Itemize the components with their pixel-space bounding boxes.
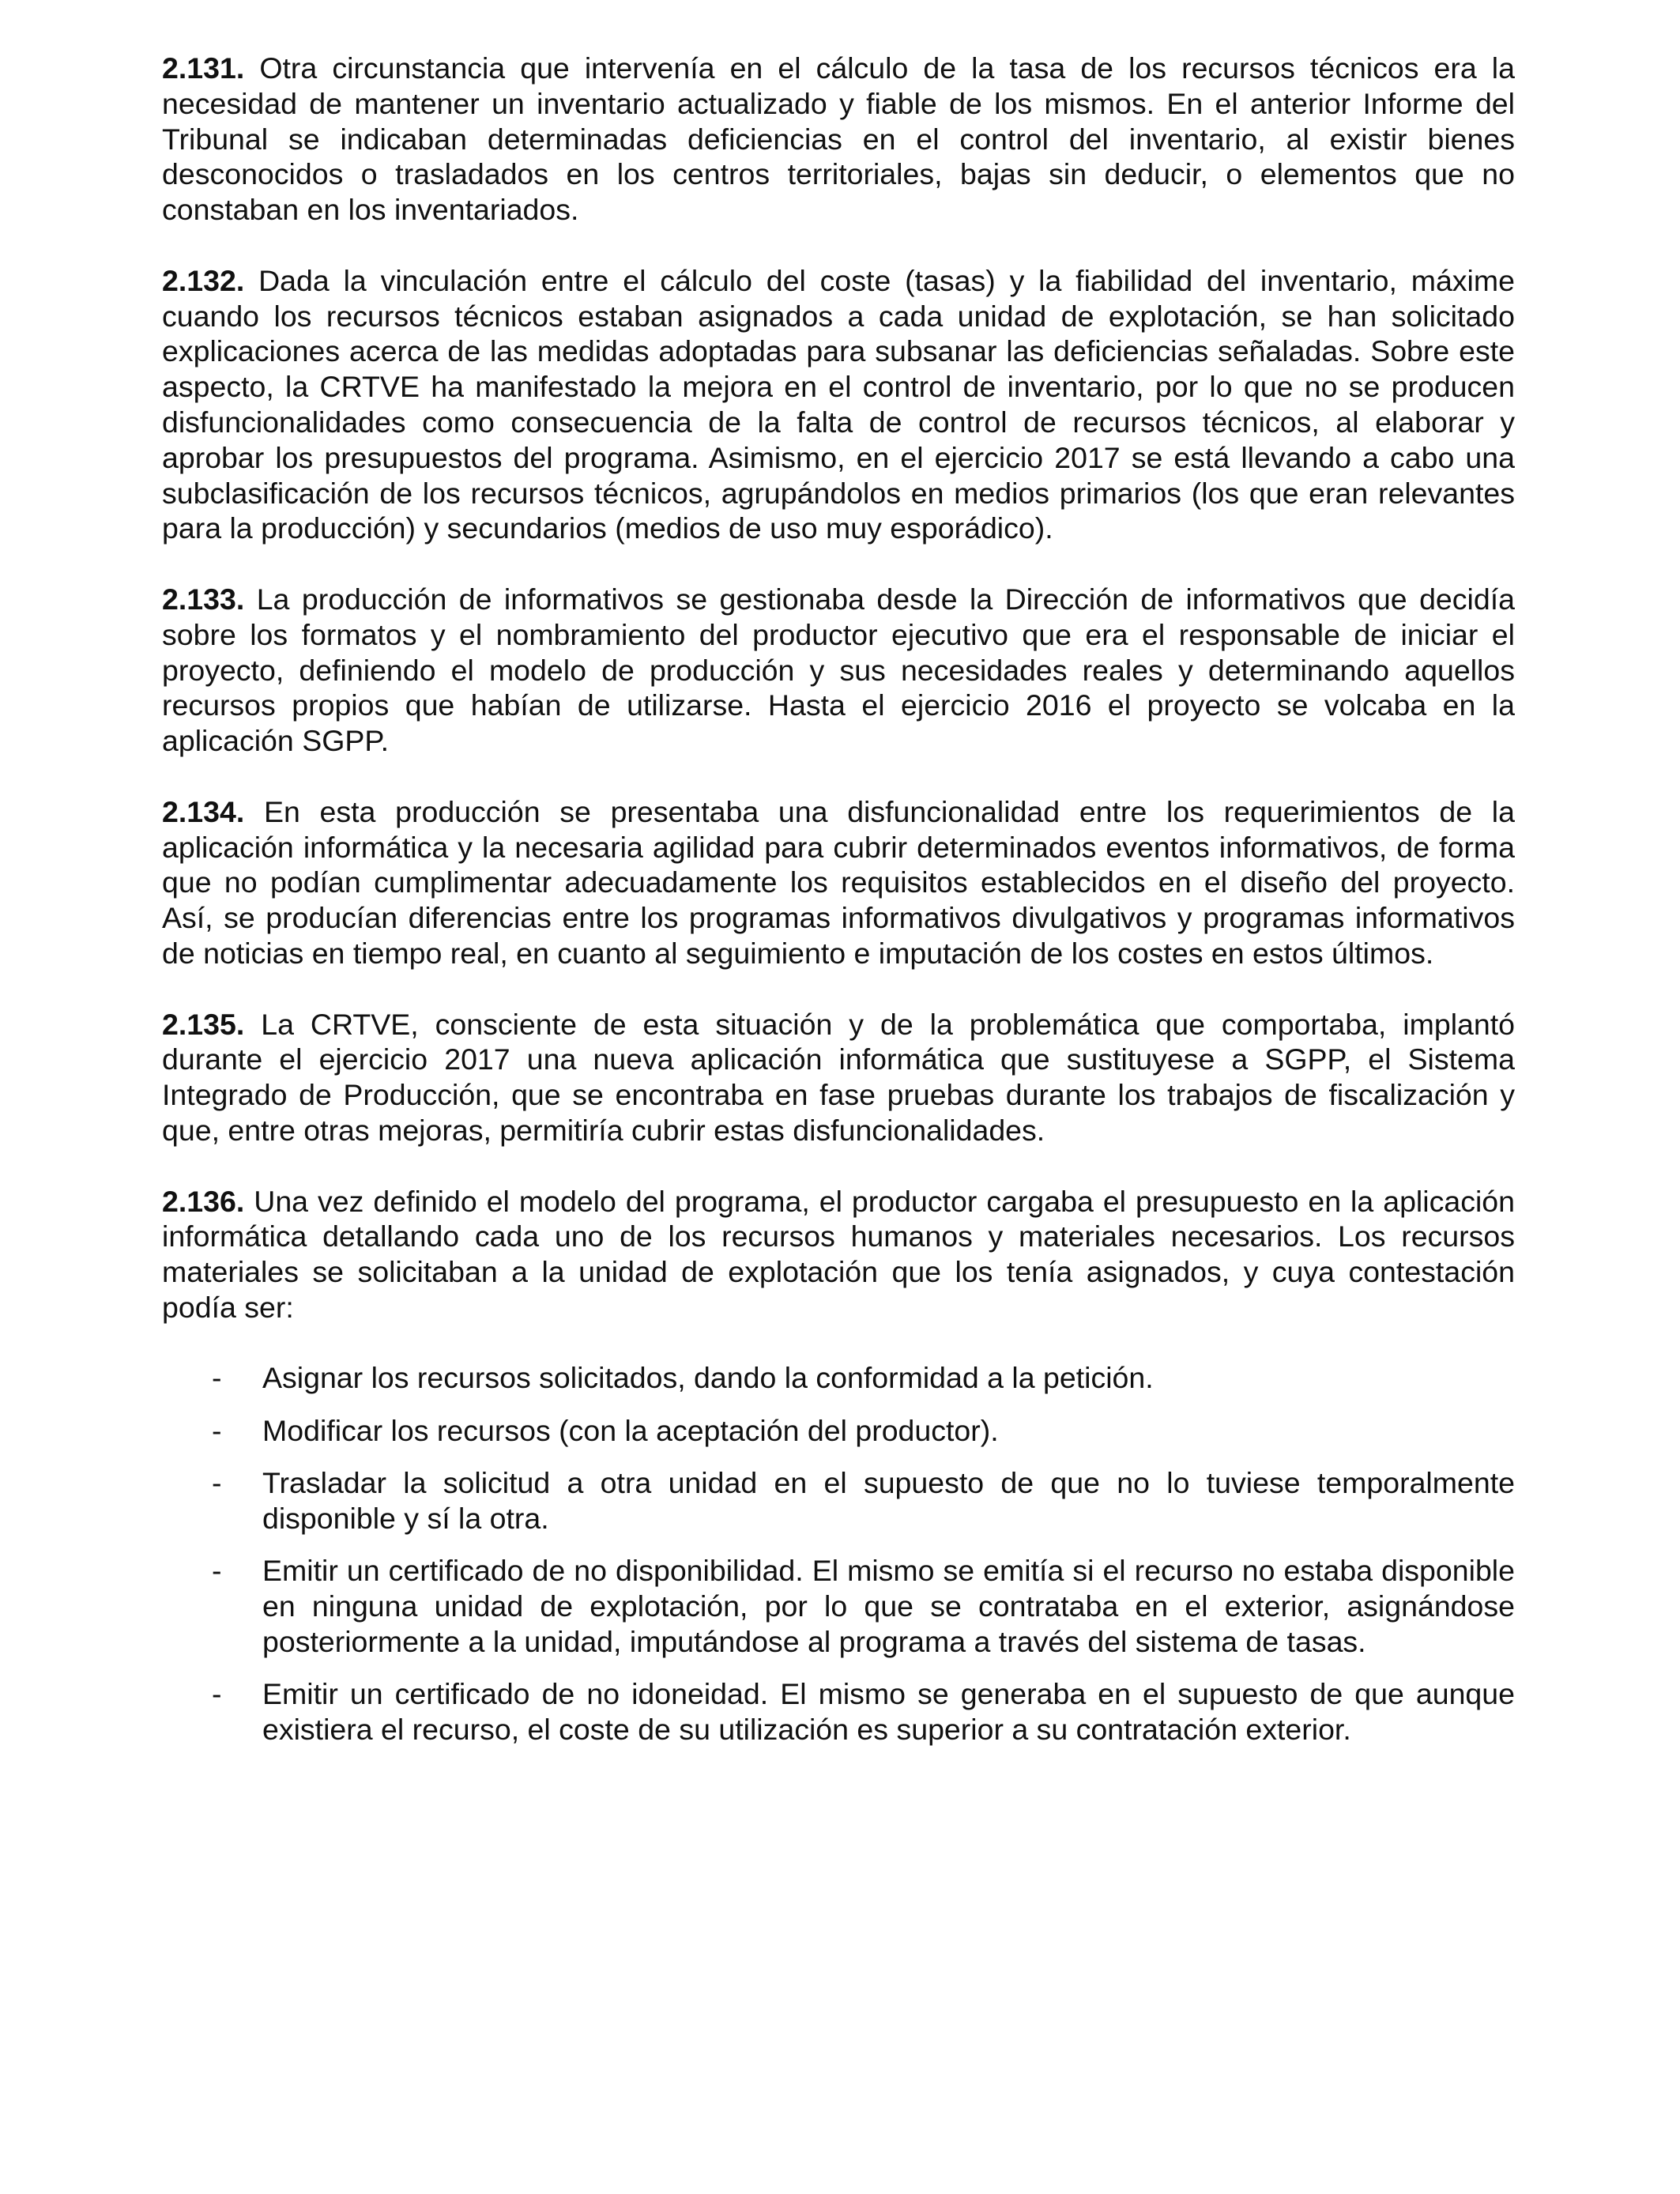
dash-bullet: - [212,1677,222,1711]
paragraph-2-135 [162,1007,1515,1148]
paragraph-text: La CRTVE, consciente de esta situación y de la problemática que comportaba, implantó durante el ejercicio 2017 una nueva aplicación informática que sustituyese a SGPP, el Sistema Integrado de Producción, que se encontraba en fase pruebas durante los trabajos de fiscalización y que, entre otras mejoras, permitiría cubrir estas disfuncionalidades. [162,1007,1516,1147]
response-options-list [162,1360,1515,1747]
paragraph-text: La producción de informativos se gestionaba desde la Dirección de informativos que decidía sobre los formatos y el nombramiento del productor ejecutivo que era el responsable de iniciar el proyecto, definiendo el modelo de producción y sus necesidades reales y determinando aquellos recursos propios que habían de utilizarse. Hasta el ejercicio 2016 el proyecto se volcaba en la aplicación SGPP. [162,582,1516,758]
paragraph-number: 2.132. [162,263,245,297]
dash-bullet: - [212,1466,222,1500]
list-item-text: Asignar los recursos solicitados, dando la conformidad a la petición. [262,1361,1154,1395]
list-item-text: Modificar los recursos (con la aceptación del productor). [262,1413,999,1447]
list-item [162,1413,1515,1449]
paragraph-2-131 [162,51,1515,228]
paragraph-2-132 [162,263,1515,546]
document-page [162,51,1515,1765]
list-item [162,1360,1515,1396]
dash-bullet: - [212,1554,222,1588]
paragraph-2-134 [162,794,1515,971]
list-item [162,1553,1515,1659]
list-item [162,1676,1515,1747]
list-item [162,1465,1515,1536]
paragraph-number: 2.134. [162,794,245,828]
list-item-text: Trasladar la solicitud a otra unidad en el supuesto de que no lo tuviese temporalmente disponible y sí la otra. [262,1466,1515,1536]
paragraph-number: 2.133. [162,582,245,616]
paragraph-2-133 [162,582,1515,759]
dash-bullet: - [212,1361,222,1395]
list-item-text: Emitir un certificado de no idoneidad. El mismo se generaba en el supuesto de que aunque existiera el recurso, el coste de su utilización es superior a su contratación exterior. [262,1677,1515,1747]
paragraph-text: En esta producción se presentaba una disfuncionalidad entre los requerimientos de la aplicación informática y la necesaria agilidad para cubrir determinados eventos informativos, de forma que no podían cumplimentar adecuadamente los requisitos establecidos en el diseño del proyecto. Así, se producían diferencias entre los programas informativos divulgativos y programas informativos de noticias en tiempo real, en cuanto al seguimiento e imputación de los costes en estos últimos. [162,794,1515,970]
paragraph-number: 2.131. [162,51,245,85]
paragraph-2-136 [162,1184,1515,1325]
paragraph-number: 2.135. [162,1007,245,1041]
paragraph-number: 2.136. [162,1184,245,1218]
dash-bullet: - [212,1413,222,1447]
paragraph-text: Una vez definido el modelo del programa, el productor cargaba el presupuesto en la aplicación informática detallando cada uno de los recursos humanos y materiales necesarios. Los recursos materiales se solicitaban a la unidad de explotación que los tenía asignados, y cuya contestación podía ser: [162,1184,1515,1324]
list-item-text: Emitir un certificado de no disponibilidad. El mismo se emitía si el recurso no estaba disponible en ninguna unidad de explotación, por lo que se contrataba en el exterior, asignándose posteriormente a la unidad, imputándose al programa a través del sistema de tasas. [262,1554,1515,1659]
paragraph-text: Otra circunstancia que intervenía en el cálculo de la tasa de los recursos técnicos era la necesidad de mantener un inventario actualizado y fiable de los mismos. En el anterior Informe del Tribunal se indicaban determinadas deficiencias en el control del inventario, al existir bienes desconocidos o trasladados en los centros territoriales, bajas sin deducir, o elementos que no constaban en los inventariados. [162,51,1515,227]
paragraph-text: Dada la vinculación entre el cálculo del coste (tasas) y la fiabilidad del inventario, máxime cuando los recursos técnicos estaban asignados a cada unidad de explotación, se han solicitado explicaciones acerca de las medidas adoptadas para subsanar las deficiencias señaladas. Sobre este aspecto, la CRTVE ha manifestado la mejora en el control de inventario, por lo que no se producen disfuncionalidades como consecuencia de la falta de control de recursos técnicos, al elaborar y aprobar los presupuestos del programa. Asimismo, en el ejercicio 2017 se está llevando a cabo una subclasificación de los recursos técnicos, agrupándolos en medios primarios (los que eran relevantes para la producción) y secundarios (medios de uso muy esporádico). [162,263,1515,545]
